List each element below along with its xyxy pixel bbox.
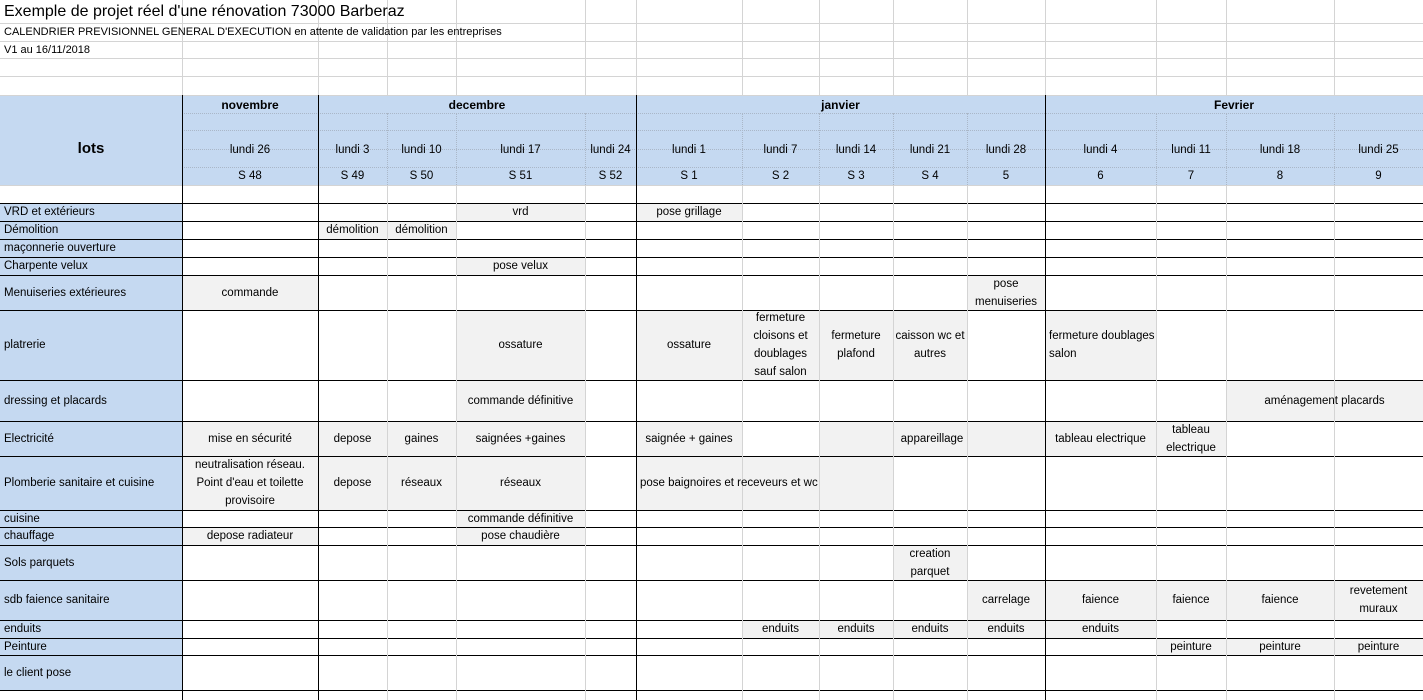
task-cell: démolition <box>326 224 379 236</box>
task-cell: gaines <box>404 432 439 445</box>
lots-header: lots <box>77 139 105 157</box>
task-cell: pose chaudière <box>481 530 560 542</box>
day-header: lundi 1 <box>672 144 706 156</box>
task-cell: carrelage <box>982 594 1030 606</box>
week-header: S 50 <box>409 170 434 182</box>
task-cell: réseaux <box>500 477 541 489</box>
lot-label: platrerie <box>4 339 46 351</box>
task-cell: enduits <box>761 623 800 635</box>
day-header: lundi 25 <box>1358 144 1399 156</box>
task-cell: peinture <box>1170 640 1212 653</box>
task-cell: aménagement placards <box>1264 394 1385 407</box>
task-cell: fermeture doublages salon <box>1049 330 1155 360</box>
day-header: lundi 4 <box>1083 144 1118 156</box>
version-label: V1 au 16/11/2018 <box>4 43 91 56</box>
task-cell: ossature <box>666 339 712 351</box>
day-header: lundi 21 <box>909 144 951 156</box>
task-cell: commande définitive <box>467 394 574 407</box>
lot-label: enduits <box>4 623 42 635</box>
task-cell: faience <box>1172 594 1210 606</box>
task-cell: neutralisation réseau. Point d'eau et toilette provisoire <box>195 459 305 507</box>
page-title: Exemple de projet réel d'une rénovation 73000 Barberaz <box>4 2 405 20</box>
lot-label: Peinture <box>4 640 47 653</box>
task-cell: tableau electrique <box>1166 423 1216 454</box>
week-header: S 52 <box>598 170 623 182</box>
week-header: S 49 <box>340 170 365 182</box>
week-header: 7 <box>1187 170 1195 182</box>
week-header: S 3 <box>847 170 865 182</box>
task-cell: pose velux <box>493 260 548 272</box>
month-header: novembre <box>221 98 279 112</box>
task-cell: peinture <box>1259 640 1301 653</box>
task-cell: fermeture plafond <box>831 330 881 360</box>
week-header: 6 <box>1097 170 1104 182</box>
task-cell: appareillage <box>900 432 964 445</box>
task-cell: tableau electrique <box>1055 432 1146 445</box>
lot-label: Plomberie sanitaire et cuisine <box>4 477 155 489</box>
week-header: S 48 <box>238 170 262 182</box>
task-cell: vrd <box>512 206 529 218</box>
week-header: 8 <box>1276 170 1284 182</box>
lot-label: maçonnerie ouverture <box>4 242 116 254</box>
day-header: lundi 18 <box>1259 144 1301 156</box>
task-cell: enduits <box>911 623 949 635</box>
lot-label: cuisine <box>4 512 40 525</box>
day-header: lundi 14 <box>835 144 877 156</box>
week-header: 9 <box>1375 170 1382 182</box>
lot-label: Charpente velux <box>4 260 88 272</box>
task-cell: caisson wc et autres <box>895 330 965 360</box>
task-cell: démolition <box>395 224 448 236</box>
task-cell: réseaux <box>401 477 442 489</box>
lot-label: Sols parquets <box>4 556 75 569</box>
task-cell: enduits <box>987 623 1025 635</box>
task-cell: enduits <box>1081 623 1120 635</box>
task-cell: saignées +gaines <box>475 432 566 445</box>
task-cell: depose <box>333 477 372 489</box>
month-header: Fevrier <box>1213 98 1255 112</box>
task-cell: pose baignoires et receveurs et wc <box>640 477 818 489</box>
week-header: S 4 <box>921 170 939 182</box>
lot-label: Menuiseries extérieures <box>4 286 127 299</box>
task-cell: ossature <box>498 339 543 351</box>
lot-label: Electricité <box>4 432 54 445</box>
week-header: S 51 <box>508 170 533 182</box>
task-cell: saignée + gaines <box>645 432 733 445</box>
day-header: lundi 11 <box>1171 144 1211 156</box>
task-cell: peinture <box>1357 640 1400 653</box>
month-header: decembre <box>448 98 506 112</box>
page-subtitle: CALENDRIER PREVISIONNEL GENERAL D'EXECUTION en attente de validation par les entreprises <box>4 26 502 38</box>
task-cell: faience <box>1081 594 1120 606</box>
lot-label: Démolition <box>4 224 59 236</box>
week-header: 5 <box>1002 170 1010 182</box>
task-cell: pose menuiseries <box>975 277 1037 308</box>
lot-label: chauffage <box>4 530 55 542</box>
task-cell: commande définitive <box>467 512 574 525</box>
task-cell: fermeture cloisons et doublages sauf salon <box>753 312 808 378</box>
lot-label: dressing et placards <box>4 394 107 407</box>
day-header: lundi 28 <box>985 144 1027 156</box>
task-cell: revetement muraux <box>1349 585 1408 615</box>
day-header: lundi 24 <box>590 144 631 156</box>
task-cell: enduits <box>837 623 875 635</box>
task-cell: mise en sécurité <box>208 432 292 445</box>
task-cell: creation parquet <box>909 547 951 578</box>
day-header: lundi 10 <box>401 144 442 156</box>
lot-label: VRD et extérieurs <box>4 206 95 218</box>
day-header: lundi 3 <box>335 144 370 156</box>
week-header: S 1 <box>680 170 698 182</box>
month-header: janvier <box>821 98 860 112</box>
week-header: S 2 <box>771 170 790 182</box>
day-header: lundi 7 <box>763 144 798 156</box>
day-header: lundi 26 <box>229 144 271 156</box>
task-cell: depose <box>333 432 372 445</box>
day-header: lundi 17 <box>500 144 541 156</box>
task-cell: commande <box>221 286 279 299</box>
lot-label: le client pose <box>4 666 72 679</box>
task-cell: depose radiateur <box>206 530 294 542</box>
task-cell: faience <box>1261 594 1299 606</box>
task-cell: pose grillage <box>656 206 722 218</box>
lot-label: sdb faience sanitaire <box>4 594 110 606</box>
